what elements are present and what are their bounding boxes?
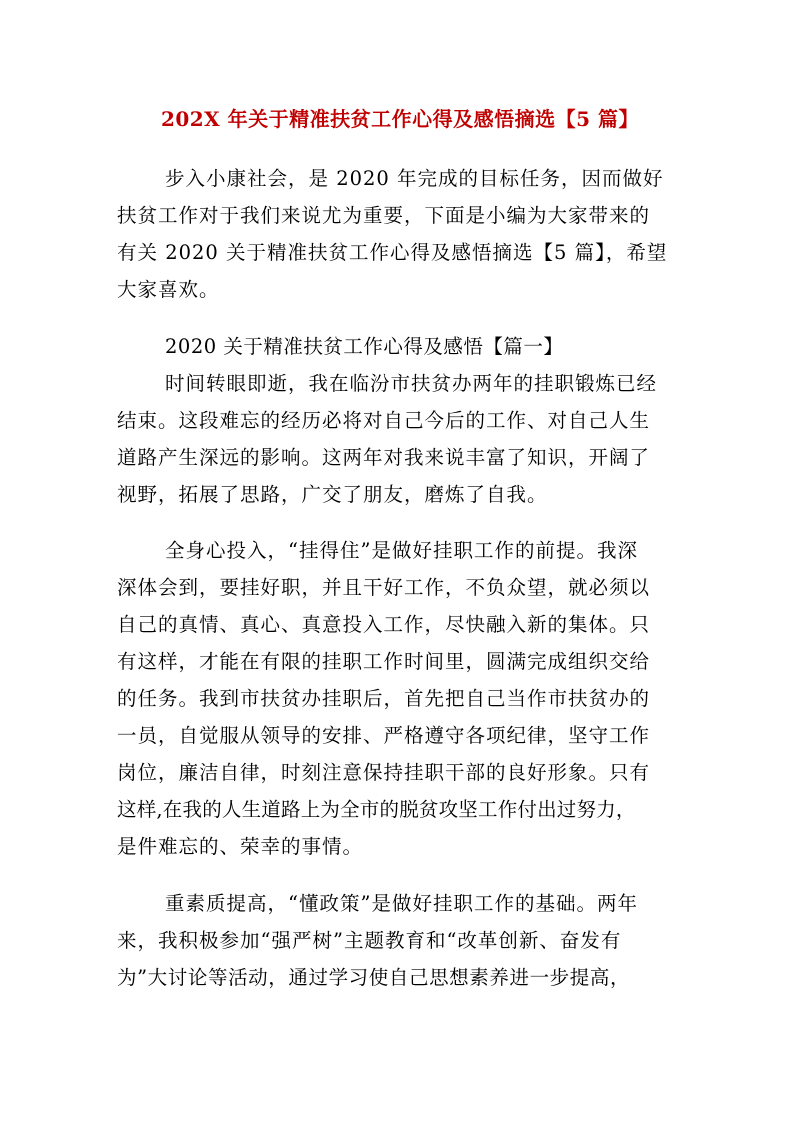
paragraph-line: 扶贫工作对于我们来说尤为重要，下面是小编为大家带来的: [117, 204, 651, 227]
paragraph-line: 的任务。我到市扶贫办挂职后，首先把自己当作市扶贫办的: [117, 687, 651, 710]
paragraph-line: 来，我积极参加“强严树”主题教育和“改革创新、奋发有: [117, 929, 622, 952]
paragraph-line: 深体会到，要挂好职，并且干好工作，不负众望，就必须以: [117, 576, 651, 599]
paragraph-line: 步入小康社会，是 2020 年完成的目标任务，因而做好: [165, 167, 664, 190]
paragraph-line: 为”大讨论等活动，通过学习使自己思想素养进一步提高，: [117, 966, 631, 989]
paragraph-line: 岗位，廉洁自律，时刻注意保持挂职干部的良好形象。只有: [117, 761, 651, 784]
paragraph-line: 大家喜欢。: [117, 278, 220, 301]
paragraph-line: 道路产生深远的影响。这两年对我来说丰富了知识，开阔了: [117, 446, 651, 469]
paragraph-line: 是件难忘的、荣幸的事情。: [117, 835, 364, 858]
section-heading: 2020 关于精准扶贫工作心得及感悟【篇一】: [165, 335, 564, 358]
paragraph-line: 全身心投入，“挂得住”是做好挂职工作的前提。我深: [165, 539, 638, 562]
paragraph-line: 有这样，才能在有限的挂职工作时间里，圆满完成组织交给: [117, 650, 651, 673]
paragraph-line: 视野，拓展了思路，广交了朋友，磨炼了自我。: [117, 483, 548, 506]
paragraph-line: 自己的真情、真心、真意投入工作，尽快融入新的集体。只: [117, 613, 651, 636]
paragraph-line: 结束。这段难忘的经历必将对自己今后的工作、对自己人生: [117, 409, 651, 432]
paragraph-line: 一员，自觉服从领导的安排、严格遵守各项纪律，坚守工作: [117, 724, 651, 747]
paragraph-line: 时间转眼即逝，我在临汾市扶贫办两年的挂职锻炼已经: [165, 372, 658, 395]
document-title: 202X 年关于精准扶贫工作心得及感悟摘选【5 篇】: [160, 107, 640, 131]
paragraph-line: 这样,在我的人生道路上为全市的脱贫攻坚工作付出过努力，: [117, 798, 636, 821]
paragraph-line: 有关 2020 关于精准扶贫工作心得及感悟摘选【5 篇】，希望: [117, 241, 668, 264]
paragraph-line: 重素质提高，“懂政策”是做好挂职工作的基础。两年: [165, 892, 638, 915]
